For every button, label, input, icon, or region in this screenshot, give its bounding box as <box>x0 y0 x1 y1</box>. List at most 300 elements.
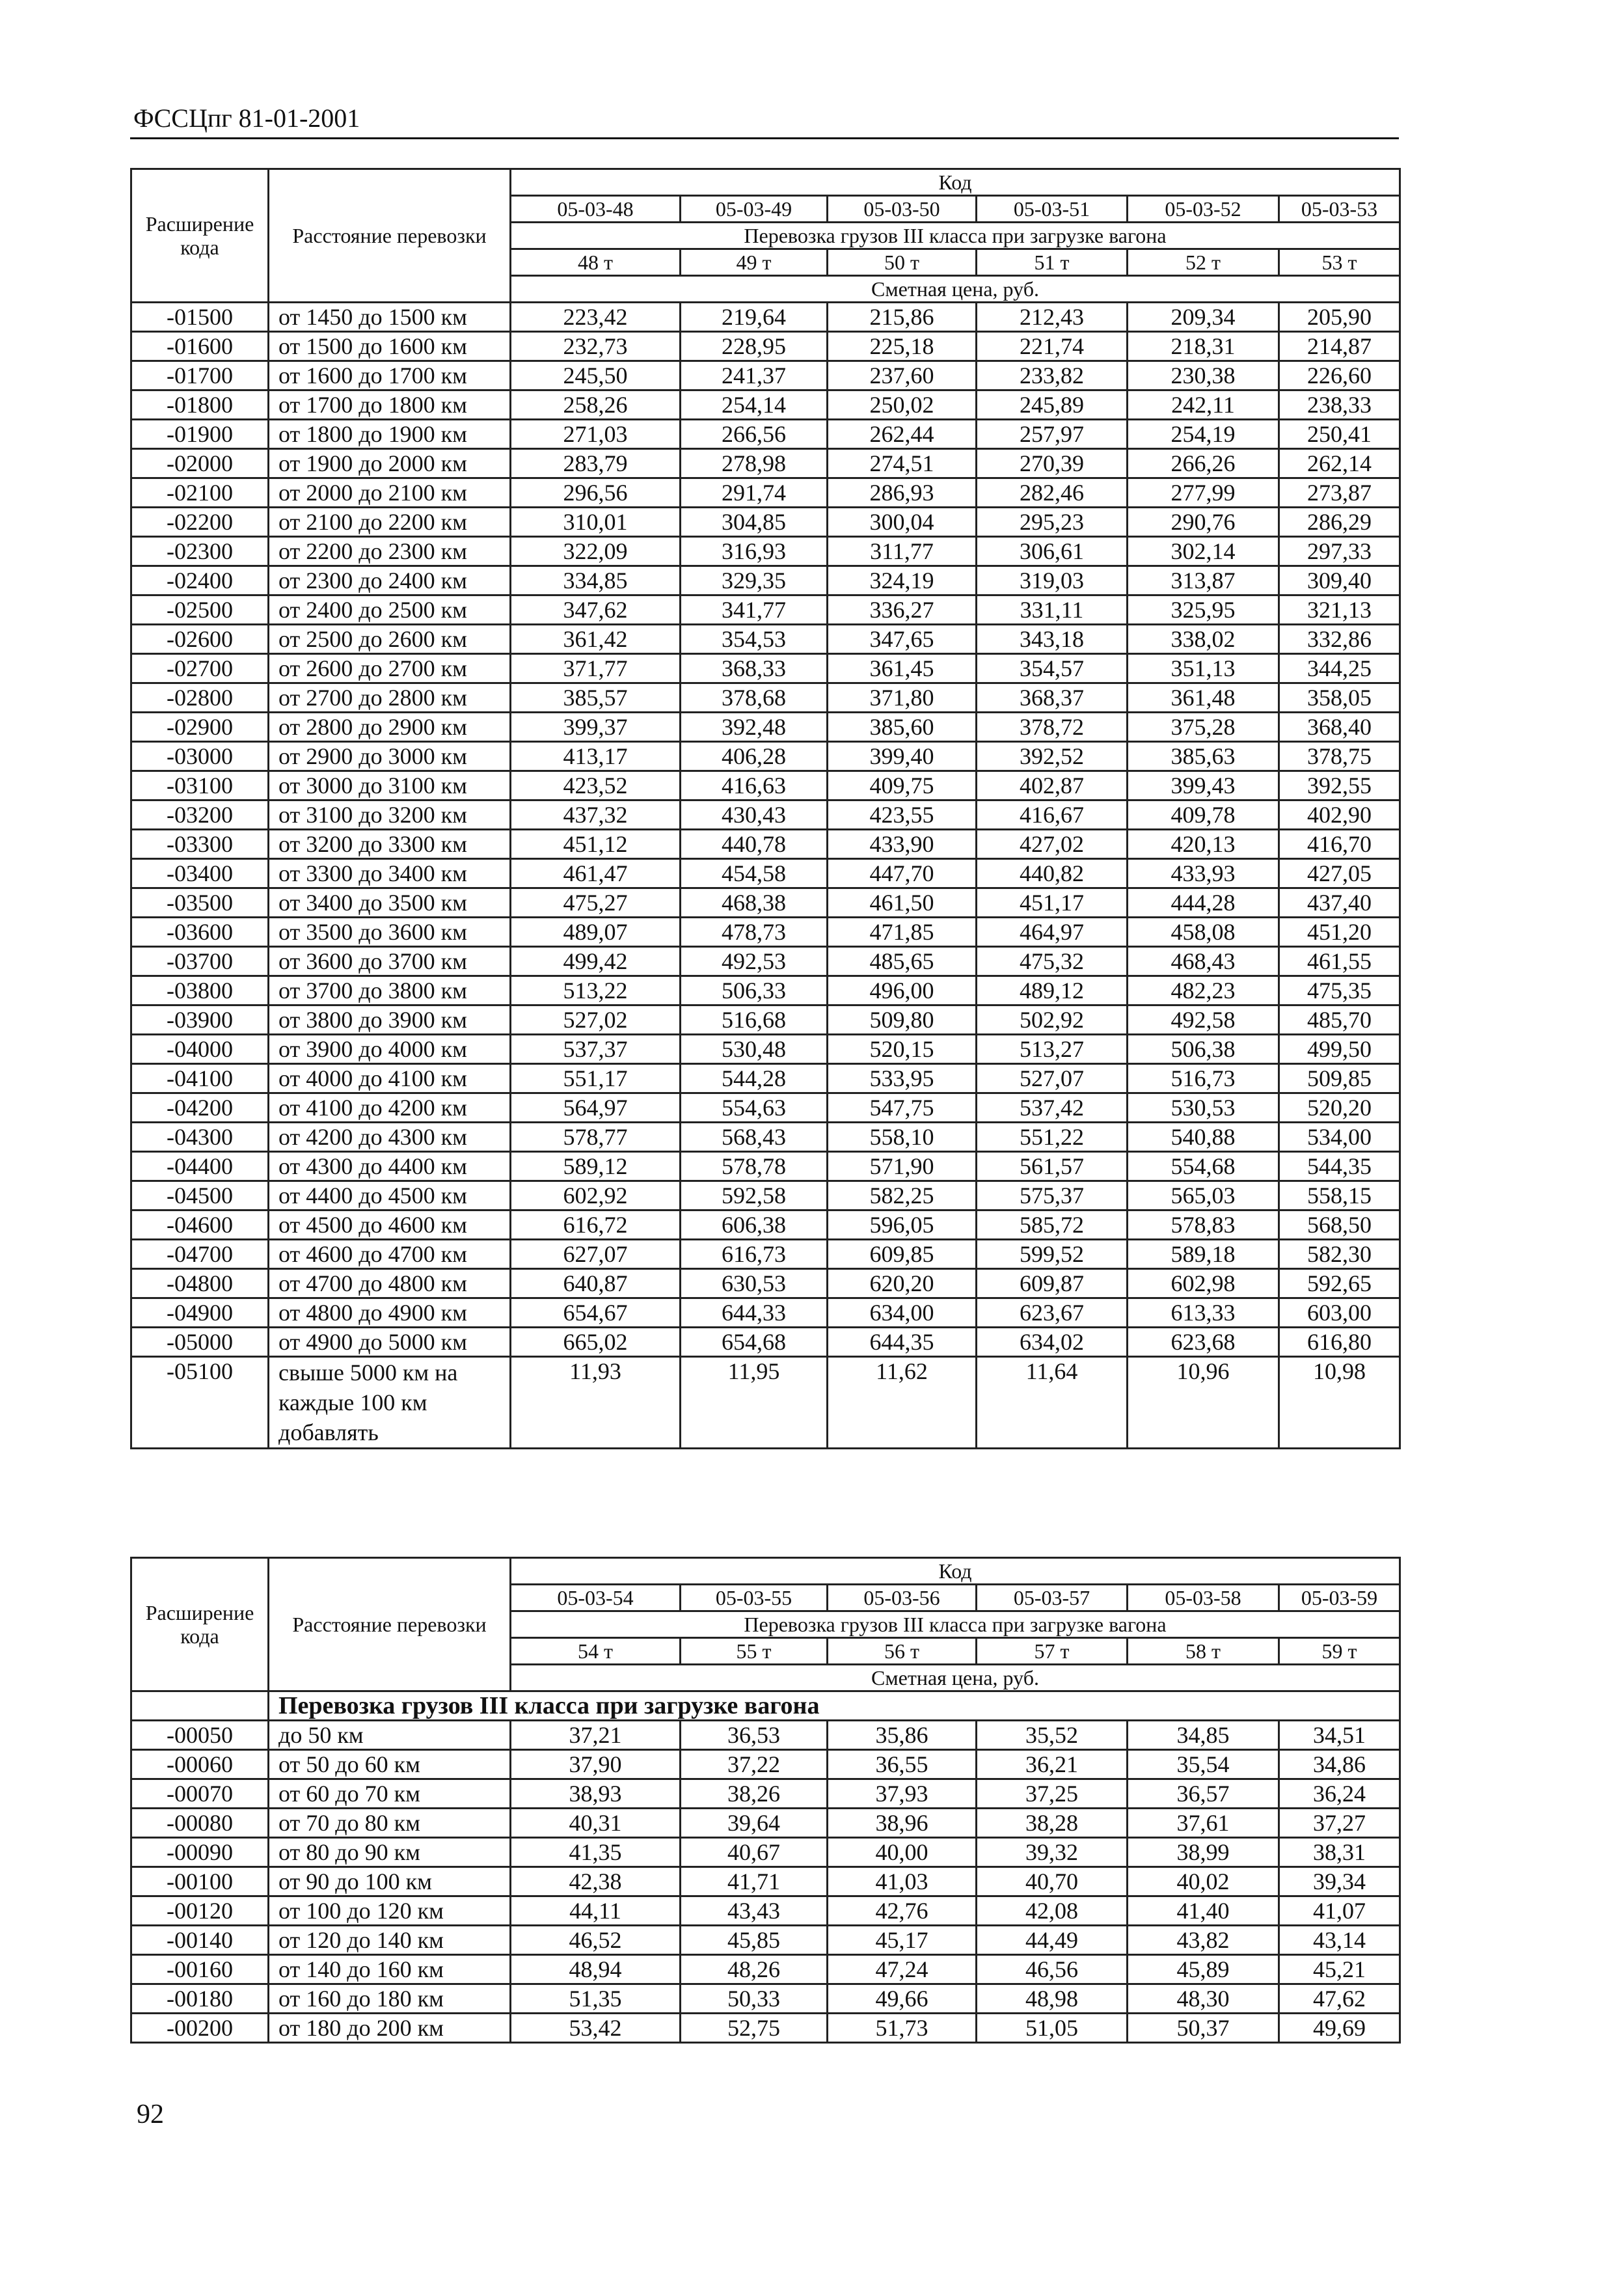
price-cell: 43,43 <box>681 1896 828 1926</box>
price-cell: 606,38 <box>681 1210 828 1240</box>
price-cell: 321,13 <box>1279 595 1400 625</box>
price-cell: 47,62 <box>1279 1984 1400 2014</box>
distance-cell: от 3400 до 3500 км <box>269 888 511 918</box>
price-cell: 509,80 <box>828 1005 977 1035</box>
extension-code-cell: -01800 <box>131 390 269 420</box>
price-cell: 48,26 <box>681 1955 828 1984</box>
price-cell: 433,90 <box>828 830 977 859</box>
price-cell: 34,51 <box>1279 1721 1400 1750</box>
distance-cell: от 1450 до 1500 км <box>269 303 511 332</box>
distance-cell: от 4100 до 4200 км <box>269 1093 511 1123</box>
price-cell: 242,11 <box>1128 390 1279 420</box>
table-row <box>131 1152 1400 1181</box>
price-cell: 316,93 <box>681 537 828 566</box>
code-header-cell: 05-03-53 <box>1279 196 1400 223</box>
price-cell: 41,71 <box>681 1867 828 1896</box>
price-cell: 215,86 <box>828 303 977 332</box>
price-cell: 245,50 <box>511 361 681 390</box>
load-header-cell: 49 т <box>681 249 828 276</box>
price-cell: 627,07 <box>511 1240 681 1269</box>
price-cell: 609,87 <box>977 1269 1128 1298</box>
price-cell: 537,37 <box>511 1035 681 1064</box>
document-header: ФССЦпг 81-01-2001 <box>133 103 360 133</box>
price-cell: 38,26 <box>681 1779 828 1809</box>
price-cell: 36,24 <box>1279 1779 1400 1809</box>
load-header-cell: 58 т <box>1128 1638 1279 1665</box>
price-cell: 271,03 <box>511 420 681 449</box>
price-cell: 582,25 <box>828 1181 977 1210</box>
price-cell: 578,77 <box>511 1123 681 1152</box>
price-cell: 603,00 <box>1279 1298 1400 1328</box>
price-cell: 582,30 <box>1279 1240 1400 1269</box>
price-cell: 478,73 <box>681 918 828 947</box>
price-cell: 416,63 <box>681 771 828 800</box>
price-cell: 530,53 <box>1128 1093 1279 1123</box>
price-cell: 520,15 <box>828 1035 977 1064</box>
price-cell: 41,07 <box>1279 1896 1400 1926</box>
price-cell: 527,02 <box>511 1005 681 1035</box>
header-extension-code: Расширение кода <box>131 169 269 303</box>
price-cell: 39,64 <box>681 1809 828 1838</box>
price-cell: 295,23 <box>977 508 1128 537</box>
price-cell: 42,08 <box>977 1896 1128 1926</box>
distance-cell: от 60 до 70 км <box>269 1779 511 1809</box>
price-cell: 52,75 <box>681 2014 828 2043</box>
extension-code-cell: -05000 <box>131 1328 269 1357</box>
price-cell: 644,33 <box>681 1298 828 1328</box>
price-cell: 45,21 <box>1279 1955 1400 1984</box>
price-cell: 430,43 <box>681 800 828 830</box>
price-cell: 440,82 <box>977 859 1128 888</box>
price-cell: 468,43 <box>1128 947 1279 976</box>
price-cell: 238,33 <box>1279 390 1400 420</box>
price-cell: 47,24 <box>828 1955 977 1984</box>
price-cell: 347,65 <box>828 625 977 654</box>
price-cell: 385,60 <box>828 713 977 742</box>
price-cell: 324,19 <box>828 566 977 595</box>
table-row <box>131 478 1400 508</box>
price-cell: 302,14 <box>1128 537 1279 566</box>
price-cell: 433,93 <box>1128 859 1279 888</box>
distance-cell: от 4600 до 4700 км <box>269 1240 511 1269</box>
price-cell: 378,68 <box>681 683 828 713</box>
distance-cell: от 2500 до 2600 км <box>269 625 511 654</box>
table-row <box>131 361 1400 390</box>
price-cell: 413,17 <box>511 742 681 771</box>
distance-cell: от 4400 до 4500 км <box>269 1181 511 1210</box>
price-cell: 39,34 <box>1279 1867 1400 1896</box>
price-cell: 420,13 <box>1128 830 1279 859</box>
table-row <box>131 771 1400 800</box>
price-cell: 250,41 <box>1279 420 1400 449</box>
price-cell: 565,03 <box>1128 1181 1279 1210</box>
price-cell: 589,12 <box>511 1152 681 1181</box>
price-cell: 454,58 <box>681 859 828 888</box>
price-cell: 38,99 <box>1128 1838 1279 1867</box>
load-header-cell: 59 т <box>1279 1638 1400 1665</box>
extension-code-cell: -02900 <box>131 713 269 742</box>
table-row <box>131 1210 1400 1240</box>
price-cell: 306,61 <box>977 537 1128 566</box>
extension-code-cell: -01600 <box>131 332 269 361</box>
price-cell: 37,61 <box>1128 1809 1279 1838</box>
distance-cell: от 2600 до 2700 км <box>269 654 511 683</box>
price-cell: 214,87 <box>1279 332 1400 361</box>
price-cell: 482,23 <box>1128 976 1279 1005</box>
price-cell: 41,03 <box>828 1867 977 1896</box>
price-cell: 447,70 <box>828 859 977 888</box>
extension-code-cell: -02800 <box>131 683 269 713</box>
distance-cell: от 4700 до 4800 км <box>269 1269 511 1298</box>
distance-cell: от 3500 до 3600 км <box>269 918 511 947</box>
page-number: 92 <box>137 2099 164 2129</box>
extension-code-cell: -02400 <box>131 566 269 595</box>
price-cell: 40,02 <box>1128 1867 1279 1896</box>
code-header-cell: 05-03-52 <box>1128 196 1279 223</box>
price-cell: 351,13 <box>1128 654 1279 683</box>
price-cell: 225,18 <box>828 332 977 361</box>
price-cell: 485,70 <box>1279 1005 1400 1035</box>
price-cell: 49,69 <box>1279 2014 1400 2043</box>
table-row <box>131 449 1400 478</box>
price-cell: 551,17 <box>511 1064 681 1093</box>
extension-code-cell: -02200 <box>131 508 269 537</box>
table-row <box>131 1005 1400 1035</box>
price-cell: 399,43 <box>1128 771 1279 800</box>
price-cell: 475,27 <box>511 888 681 918</box>
price-cell: 291,74 <box>681 478 828 508</box>
extension-code-cell: -03100 <box>131 771 269 800</box>
price-cell: 596,05 <box>828 1210 977 1240</box>
price-cell: 368,40 <box>1279 713 1400 742</box>
distance-cell: от 100 до 120 км <box>269 1896 511 1926</box>
table-row <box>131 1809 1400 1838</box>
code-header-cell: 05-03-48 <box>511 196 681 223</box>
price-cell: 48,30 <box>1128 1984 1279 2014</box>
table-row <box>131 1896 1400 1926</box>
price-cell: 36,57 <box>1128 1779 1279 1809</box>
distance-cell: от 3300 до 3400 км <box>269 859 511 888</box>
price-cell: 209,34 <box>1128 303 1279 332</box>
distance-cell: от 3700 до 3800 км <box>269 976 511 1005</box>
table-row <box>131 1328 1400 1357</box>
price-cell: 233,82 <box>977 361 1128 390</box>
price-cell: 623,67 <box>977 1298 1128 1328</box>
price-cell: 544,28 <box>681 1064 828 1093</box>
price-cell: 277,99 <box>1128 478 1279 508</box>
price-cell: 11,64 <box>977 1357 1128 1449</box>
table-row <box>131 830 1400 859</box>
price-cell: 616,73 <box>681 1240 828 1269</box>
price-cell: 36,53 <box>681 1721 828 1750</box>
header-kod: Код <box>511 1558 1400 1585</box>
price-cell: 502,92 <box>977 1005 1128 1035</box>
extension-code-cell: -02000 <box>131 449 269 478</box>
price-cell: 38,96 <box>828 1809 977 1838</box>
distance-cell: от 1900 до 2000 км <box>269 449 511 478</box>
price-cell: 218,31 <box>1128 332 1279 361</box>
table-row <box>131 1750 1400 1779</box>
extension-code-cell: -02700 <box>131 654 269 683</box>
price-cell: 205,90 <box>1279 303 1400 332</box>
extension-code-cell: -04400 <box>131 1152 269 1181</box>
price-cell: 475,32 <box>977 947 1128 976</box>
code-header-cell: 05-03-54 <box>511 1585 681 1611</box>
code-header-cell: 05-03-59 <box>1279 1585 1400 1611</box>
price-cell: 343,18 <box>977 625 1128 654</box>
price-cell: 313,87 <box>1128 566 1279 595</box>
price-cell: 344,25 <box>1279 654 1400 683</box>
price-cell: 237,60 <box>828 361 977 390</box>
price-cell: 51,35 <box>511 1984 681 2014</box>
price-cell: 286,93 <box>828 478 977 508</box>
price-cell: 554,68 <box>1128 1152 1279 1181</box>
load-header-cell: 52 т <box>1128 249 1279 276</box>
price-cell: 358,05 <box>1279 683 1400 713</box>
price-cell: 40,70 <box>977 1867 1128 1896</box>
price-cell: 282,46 <box>977 478 1128 508</box>
table-row <box>131 1867 1400 1896</box>
price-cell: 458,08 <box>1128 918 1279 947</box>
price-cell: 42,76 <box>828 1896 977 1926</box>
distance-cell: от 4200 до 4300 км <box>269 1123 511 1152</box>
price-cell: 406,28 <box>681 742 828 771</box>
price-cell: 437,40 <box>1279 888 1400 918</box>
price-cell: 46,56 <box>977 1955 1128 1984</box>
distance-cell: до 50 км <box>269 1721 511 1750</box>
price-cell: 347,62 <box>511 595 681 625</box>
price-cell: 38,28 <box>977 1809 1128 1838</box>
price-cell: 290,76 <box>1128 508 1279 537</box>
price-cell: 506,33 <box>681 976 828 1005</box>
price-cell: 241,37 <box>681 361 828 390</box>
extension-code-cell: -03200 <box>131 800 269 830</box>
price-cell: 378,72 <box>977 713 1128 742</box>
price-cell: 423,55 <box>828 800 977 830</box>
extension-code-cell: -00200 <box>131 2014 269 2043</box>
distance-cell: от 180 до 200 км <box>269 2014 511 2043</box>
price-cell: 471,85 <box>828 918 977 947</box>
table-row <box>131 1984 1400 2014</box>
price-cell: 513,22 <box>511 976 681 1005</box>
extension-code-cell: -04700 <box>131 1240 269 1269</box>
load-header-cell: 57 т <box>977 1638 1128 1665</box>
table-row <box>131 1779 1400 1809</box>
price-cell: 602,98 <box>1128 1269 1279 1298</box>
price-cell: 527,07 <box>977 1064 1128 1093</box>
price-cell: 10,96 <box>1128 1357 1279 1449</box>
price-cell: 568,50 <box>1279 1210 1400 1240</box>
extension-code-cell: -03900 <box>131 1005 269 1035</box>
price-cell: 361,48 <box>1128 683 1279 713</box>
distance-cell: от 4000 до 4100 км <box>269 1064 511 1093</box>
price-cell: 616,80 <box>1279 1328 1400 1357</box>
table-row <box>131 888 1400 918</box>
price-cell: 283,79 <box>511 449 681 478</box>
price-cell: 37,21 <box>511 1721 681 1750</box>
price-cell: 38,31 <box>1279 1838 1400 1867</box>
table-row <box>131 303 1400 332</box>
extension-code-cell: -03800 <box>131 976 269 1005</box>
price-cell: 475,35 <box>1279 976 1400 1005</box>
price-cell: 212,43 <box>977 303 1128 332</box>
price-cell: 331,11 <box>977 595 1128 625</box>
price-cell: 361,42 <box>511 625 681 654</box>
distance-cell: от 1500 до 1600 км <box>269 332 511 361</box>
price-cell: 654,68 <box>681 1328 828 1357</box>
distance-cell: от 160 до 180 км <box>269 1984 511 2014</box>
table-row <box>131 1357 1400 1449</box>
distance-cell: от 50 до 60 км <box>269 1750 511 1779</box>
price-cell: 620,20 <box>828 1269 977 1298</box>
price-cell: 40,31 <box>511 1809 681 1838</box>
header-transport: Перевозка грузов III класса при загрузке вагона <box>511 223 1400 249</box>
price-cell: 585,72 <box>977 1210 1128 1240</box>
section-blank-cell <box>131 1691 269 1721</box>
distance-cell: от 120 до 140 км <box>269 1926 511 1955</box>
price-cell: 561,57 <box>977 1152 1128 1181</box>
distance-cell: от 1700 до 1800 км <box>269 390 511 420</box>
price-cell: 297,33 <box>1279 537 1400 566</box>
price-cell: 36,55 <box>828 1750 977 1779</box>
price-cell: 399,40 <box>828 742 977 771</box>
distance-cell: от 2800 до 2900 км <box>269 713 511 742</box>
price-cell: 46,52 <box>511 1926 681 1955</box>
price-cell: 273,87 <box>1279 478 1400 508</box>
extension-code-cell: -03300 <box>131 830 269 859</box>
extension-code-cell: -01500 <box>131 303 269 332</box>
price-cell: 230,38 <box>1128 361 1279 390</box>
table-row <box>131 800 1400 830</box>
table-row <box>131 595 1400 625</box>
distance-cell: от 2700 до 2800 км <box>269 683 511 713</box>
price-cell: 325,95 <box>1128 595 1279 625</box>
header-rule <box>130 137 1399 139</box>
price-cell: 516,68 <box>681 1005 828 1035</box>
price-cell: 11,62 <box>828 1357 977 1449</box>
price-cell: 300,04 <box>828 508 977 537</box>
price-cell: 461,50 <box>828 888 977 918</box>
price-cell: 592,65 <box>1279 1269 1400 1298</box>
price-cell: 516,73 <box>1128 1064 1279 1093</box>
price-cell: 385,63 <box>1128 742 1279 771</box>
price-cell: 219,64 <box>681 303 828 332</box>
distance-cell: от 80 до 90 км <box>269 1838 511 1867</box>
extension-code-cell: -04000 <box>131 1035 269 1064</box>
price-cell: 609,85 <box>828 1240 977 1269</box>
table-row <box>131 654 1400 683</box>
price-cell: 35,52 <box>977 1721 1128 1750</box>
price-cell: 409,78 <box>1128 800 1279 830</box>
extension-code-cell: -04500 <box>131 1181 269 1210</box>
price-cell: 304,85 <box>681 508 828 537</box>
price-cell: 634,00 <box>828 1298 977 1328</box>
price-cell: 296,56 <box>511 478 681 508</box>
table-row <box>131 1035 1400 1064</box>
extension-code-cell: -00180 <box>131 1984 269 2014</box>
price-cell: 262,14 <box>1279 449 1400 478</box>
extension-code-cell: -04900 <box>131 1298 269 1328</box>
table-row <box>131 566 1400 595</box>
table-row <box>131 1064 1400 1093</box>
distance-cell: от 140 до 160 км <box>269 1955 511 1984</box>
extension-code-cell: -04600 <box>131 1210 269 1240</box>
price-cell: 48,94 <box>511 1955 681 1984</box>
price-cell: 537,42 <box>977 1093 1128 1123</box>
price-cell: 40,67 <box>681 1838 828 1867</box>
table-row <box>131 1093 1400 1123</box>
price-cell: 322,09 <box>511 537 681 566</box>
extension-code-cell: -03000 <box>131 742 269 771</box>
price-cell: 506,38 <box>1128 1035 1279 1064</box>
price-cell: 392,52 <box>977 742 1128 771</box>
code-header-cell: 05-03-50 <box>828 196 977 223</box>
price-cell: 266,56 <box>681 420 828 449</box>
price-cell: 513,27 <box>977 1035 1128 1064</box>
price-cell: 354,57 <box>977 654 1128 683</box>
price-cell: 286,29 <box>1279 508 1400 537</box>
load-header-cell: 53 т <box>1279 249 1400 276</box>
price-cell: 223,42 <box>511 303 681 332</box>
distance-cell: свыше 5000 км на каждые 100 км добавлять <box>269 1357 511 1449</box>
extension-code-cell: -04100 <box>131 1064 269 1093</box>
price-cell: 310,01 <box>511 508 681 537</box>
distance-cell: от 2400 до 2500 км <box>269 595 511 625</box>
price-cell: 334,85 <box>511 566 681 595</box>
header-price: Сметная цена, руб. <box>511 1665 1400 1691</box>
price-cell: 245,89 <box>977 390 1128 420</box>
table-row <box>131 1926 1400 1955</box>
extension-code-cell: -05100 <box>131 1357 269 1449</box>
load-header-cell: 56 т <box>828 1638 977 1665</box>
price-cell: 37,93 <box>828 1779 977 1809</box>
price-cell: 257,97 <box>977 420 1128 449</box>
header-extension-code: Расширение кода <box>131 1558 269 1691</box>
section-title: Перевозка грузов III класса при загрузке вагона <box>269 1691 1400 1721</box>
table-row <box>131 420 1400 449</box>
distance-cell: от 4300 до 4400 км <box>269 1152 511 1181</box>
price-cell: 45,17 <box>828 1926 977 1955</box>
price-cell: 254,14 <box>681 390 828 420</box>
price-cell: 409,75 <box>828 771 977 800</box>
price-cell: 39,32 <box>977 1838 1128 1867</box>
price-cell: 311,77 <box>828 537 977 566</box>
load-header-cell: 48 т <box>511 249 681 276</box>
price-cell: 278,98 <box>681 449 828 478</box>
price-cell: 423,52 <box>511 771 681 800</box>
price-cell: 49,66 <box>828 1984 977 2014</box>
extension-code-cell: -00060 <box>131 1750 269 1779</box>
table-row <box>131 2014 1400 2043</box>
price-cell: 599,52 <box>977 1240 1128 1269</box>
price-cell: 464,97 <box>977 918 1128 947</box>
distance-cell: от 4500 до 4600 км <box>269 1210 511 1240</box>
load-header-cell: 54 т <box>511 1638 681 1665</box>
price-cell: 40,00 <box>828 1838 977 1867</box>
code-header-cell: 05-03-55 <box>681 1585 828 1611</box>
table-row <box>131 947 1400 976</box>
price-cell: 37,27 <box>1279 1809 1400 1838</box>
price-cell: 44,49 <box>977 1926 1128 1955</box>
load-header-cell: 50 т <box>828 249 977 276</box>
distance-cell: от 1800 до 1900 км <box>269 420 511 449</box>
table-row <box>131 976 1400 1005</box>
price-cell: 50,37 <box>1128 2014 1279 2043</box>
price-cell: 468,38 <box>681 888 828 918</box>
price-cell: 444,28 <box>1128 888 1279 918</box>
price-cell: 34,85 <box>1128 1721 1279 1750</box>
price-cell: 571,90 <box>828 1152 977 1181</box>
